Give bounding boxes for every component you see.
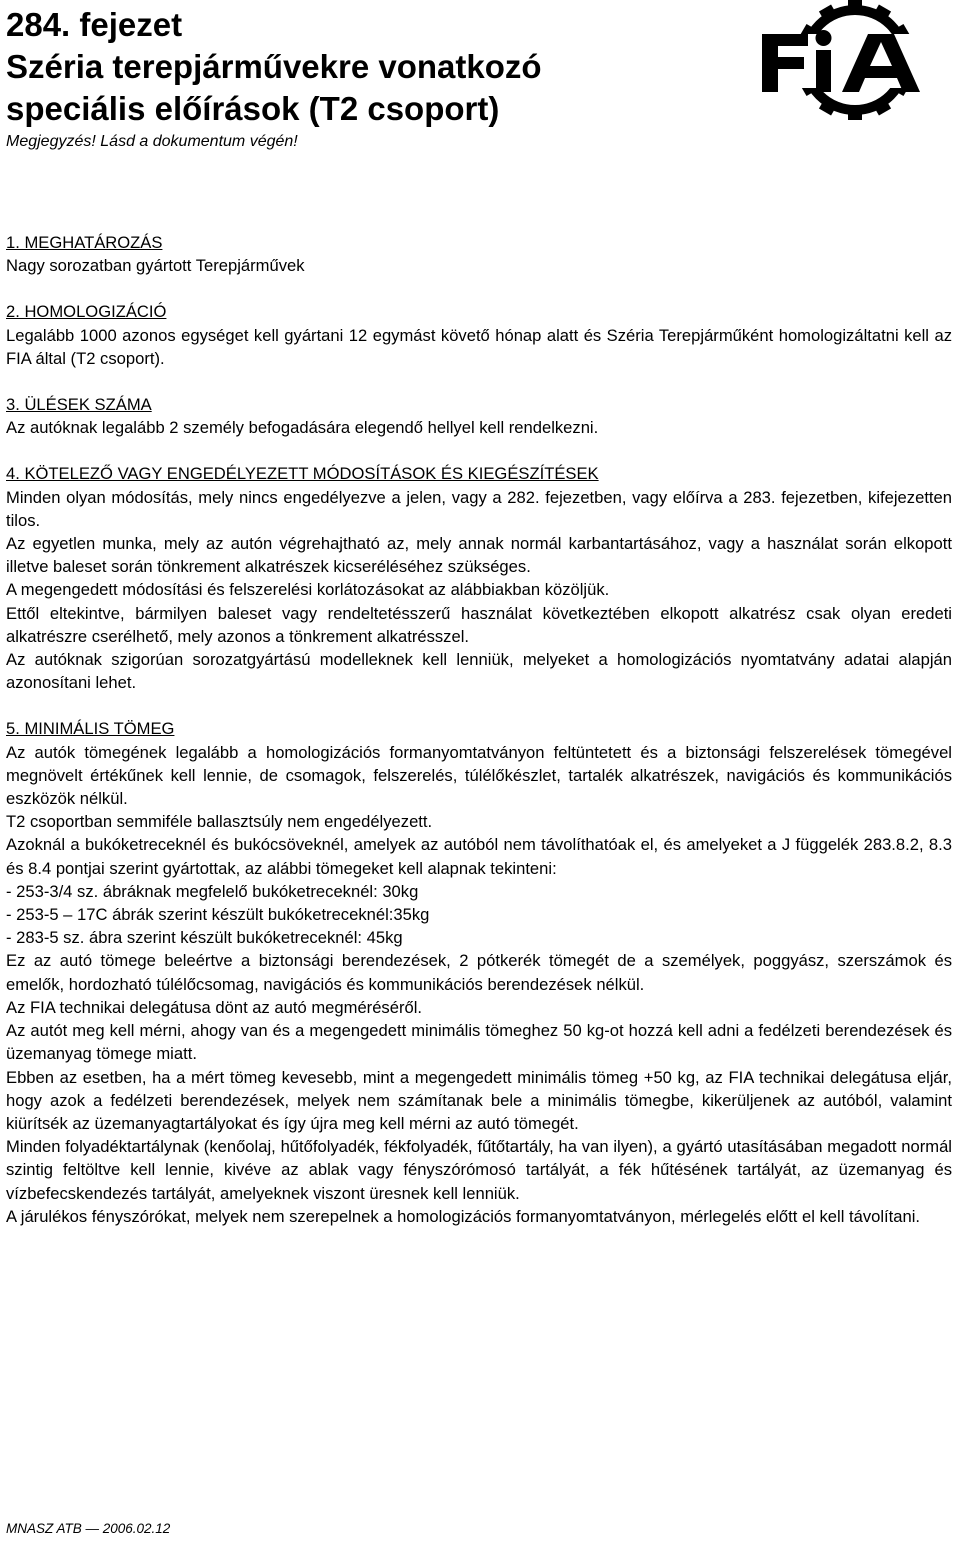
list-item: - 253-3/4 sz. ábráknak megfelelő bukóketreceknél: 30kg <box>6 881 419 901</box>
paragraph: Az egyetlen munka, mely az autón végrehajtható az, mely annak normál karbantartásához, vagy a használat során elkopott illetve baleset során tönkrement alkatrészek kicseréléséhez szükséges. <box>6 534 952 577</box>
paragraph: Az autóknak szigorúan sorozatgyártású modelleknek kell lenniük, melyeket a homologizációs nyomtatvány adatai alapján azonosítani lehet. <box>6 650 952 693</box>
document-note: Megjegyzés! Lásd a dokumentum végén! <box>6 133 298 150</box>
section-definition <box>6 231 952 277</box>
section-heading: 3. ÜLÉSEK SZÁMA <box>6 395 152 415</box>
document-body <box>6 231 952 1228</box>
list-item: - 253-5 – 17C ábrák szerint készült bukóketreceknél:35kg <box>6 905 430 925</box>
paragraph: Ebben az esetben, ha a mért tömeg kevesebb, mint a megengedett minimális tömeg +50 kg, az FIA technikai delegátusa eljár, hogy azok a fedélzeti berendezések, melyek nem számítanak bele a minimális tömegbe, kikerüljenek az autóból, valamint kiürítsék az üzemanyagtartályokat és így újra meg kell mérni az autó tömegét. <box>6 1067 952 1133</box>
paragraph: A járulékos fényszórókat, melyek nem szerepelnek a homologizációs formanyomtatványon, mérlegelés előtt el kell távolítani. <box>6 1206 921 1226</box>
document-title-line-2: speciális előírások (T2 csoport) <box>6 90 500 127</box>
chapter-title: 284. fejezet <box>6 6 183 43</box>
paragraph: Az FIA technikai delegátusa dönt az autó megméréséről. <box>6 997 423 1017</box>
paragraph: Ettől eltekintve, bármilyen baleset vagy rendeltetésszerű használat következtében elkopott alkatrész csak olyan eredeti alkatrészre cserélhető, mely azonos a tönkrement alkatrésszel. <box>6 603 952 646</box>
paragraph: Azoknál a bukóketreceknél és bukócsöveknél, amelyek az autóból nem távolíthatóak el, és amelyeket a J függelék 283.8.2, 8.3 és 8.4 pontjai szerint gyártottak, az alábbi tömegeket kell alapnak tekinteni: <box>6 835 952 878</box>
list-item: - 283-5 sz. ábra szerint készült bukóketreceknél: 45kg <box>6 928 403 948</box>
paragraph: Ez az autó tömege beleértve a biztonsági berendezések, 2 pótkerék tömegét de a személyek, poggyász, szerszámok és emelők, hordozható túlélőcsomag, navigációs és kommunikációs berendezések nélkül. <box>6 951 952 994</box>
section-modifications <box>6 462 952 694</box>
paragraph: Nagy sorozatban gyártott Terepjárművek <box>6 256 305 276</box>
section-seats <box>6 393 952 439</box>
section-heading: 4. KÖTELEZŐ VAGY ENGEDÉLYEZETT MÓDOSÍTÁSOK ÉS KIEGÉSZÍTÉSEK <box>6 464 599 484</box>
section-heading: 1. MEGHATÁROZÁS <box>6 233 163 252</box>
document-header <box>6 4 726 152</box>
paragraph: Az autók tömegének legalább a homologizációs formanyomtatványon feltüntetett és a biztonsági felszerelések tömegével megnövelt értékűnek kell lennie, de csomagok, felszerelés, túlélőkészlet, tartalék alkatrészek, navigációs és kommunikációs eszközök nélkül. <box>6 742 952 809</box>
paragraph: Minden olyan módosítás, mely nincs engedélyezve a jelen, vagy a 282. fejezetben, vagy előírva a 283. fejezetben, kifejezetten tilos. <box>6 487 952 530</box>
paragraph: Az autót meg kell mérni, ahogy van és a megengedett minimális tömeghez 50 kg-ot hozzá kell adni a fedélzeti berendezések és üzemanyag tömege miatt. <box>6 1021 952 1064</box>
section-minimum-weight <box>6 717 952 1227</box>
paragraph: A megengedett módosítási és felszerelési korlátozásokat az alábbiakban közöljük. <box>6 580 610 600</box>
document-footer: MNASZ ATB — 2006.02.12 <box>6 1521 171 1536</box>
fia-logo-icon <box>758 0 958 120</box>
section-heading: 5. MINIMÁLIS TÖMEG <box>6 719 175 739</box>
paragraph: Az autóknak legalább 2 személy befogadására elegendő hellyel kell rendelkezni. <box>6 418 599 438</box>
paragraph: T2 csoportban semmiféle ballasztsúly nem engedélyezett. <box>6 812 433 832</box>
paragraph: Legalább 1000 azonos egységet kell gyártani 12 egymást követő hónap alatt és Széria Terepjárműként homologizáltatni kell az FIA által (T2 csoport). <box>6 325 952 368</box>
document-title-line-1: Széria terepjárművekre vonatkozó <box>6 48 542 85</box>
paragraph: Minden folyadéktartálynak (kenőolaj, hűtőfolyadék, fékfolyadék, fűtőtartály, ha van ilyen), a gyártó utasításában megadott normál szintig feltöltve kell lennie, kivéve az ablak vagy fényszórómosó tartályát, a fék hűtésének tartályát, az üzemanyag és vízbefecskendezés tartályát, amelyeknek viszont üresnek kell lenniük. <box>6 1137 952 1203</box>
section-heading: 2. HOMOLOGIZÁCIÓ <box>6 302 167 322</box>
section-homologation <box>6 300 952 370</box>
